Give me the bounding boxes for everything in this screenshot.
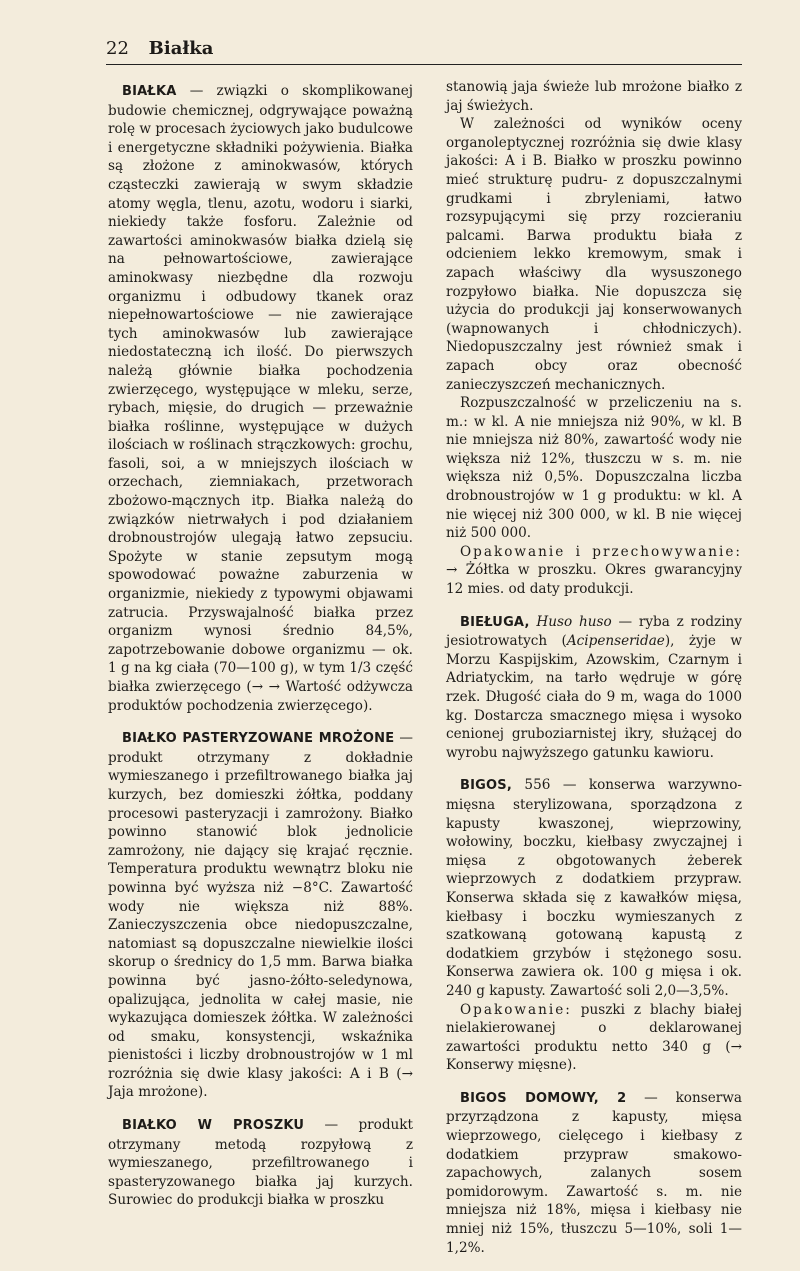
entry-text: ), żyje w Morzu Kaspijskim, Azowskim, Czarnym i Adriatyckim, na tarło wędruje w górę rzek. Długość ciała do 9 m, waga do 1000 kg. Dostarcza smacznego mięsa i wysoko cenionej gruboziarnistej ikry, służącej do wyrobu najwyższego gatunku kawioru. xyxy=(446,633,742,761)
right-column xyxy=(446,78,742,1271)
entry-headword: BIAŁKO PASTERYZOWANE MROŻONE xyxy=(122,731,395,747)
entry-bialka xyxy=(108,82,413,715)
entry-ref-number: 556 xyxy=(511,777,551,794)
entry-bieluga xyxy=(446,613,742,763)
entry-headword: BIEŁUGA, xyxy=(460,614,530,630)
entry-bialko-w-proszku xyxy=(108,1116,413,1210)
entry-text: — konserwa przyrządzona z kapusty, mięsa wieprzowego, cielęcego i kiełbasy z dodatkiem przypraw smakowo-zapachowych, zalanych sosem pomidorowym. Zawartość s. m. nie mniejsza niż 18%, mięsa i kiełbasy nie mniej niż 15%, tłuszczu 5—10%, soli 1—1,2%. xyxy=(446,1089,742,1256)
entry-text: → Żółtka w proszku. Okres gwarancyjny 12 mies. od daty produkcji. xyxy=(446,562,742,598)
page-number: 22 xyxy=(106,38,129,59)
entry-bialko-pasteryzowane xyxy=(108,729,413,1102)
entry-bialko-w-proszku-cont xyxy=(446,78,742,599)
entry-headword: BIAŁKA xyxy=(122,84,177,99)
entry-bigos-domowy xyxy=(446,1089,742,1257)
entry-text: — produkt otrzymany metodą rozpyłową z wymieszanego, przefiltrowanego i spasteryzowanego białka jaj kurzych. Surowiec do produkcji białka w proszku xyxy=(108,1117,413,1209)
entry-bigos xyxy=(446,776,742,1075)
latin-name: Huso huso xyxy=(529,613,612,630)
entry-text: W zależności od wyników oceny organoleptycznej rozróżnia się dwie klasy jakości: A i B. Białko w proszku powinno mieć strukturę pudru- z dopuszczalnymi grudkami i zbryleniami, łatwo rozsypującymi się przy rozcieraniu palcami. Barwa produktu biała z odcieniem lekko kremowym, smak i zapach właściwy dla wysuszonego rozpyłowo białka. Nie dopuszcza się użycia do produkcji jaj konserwowanych (wapnowanych i chłodniczych). Niedopuszczalny jest również smak i zapach obcy oraz obecność zanieczyszczeń mechanicznych. xyxy=(446,116,742,393)
entry-text: — konserwa warzywno-mięsna sterylizowana, sporządzona z kapusty kwaszonej, wieprzowiny, wołowiny, boczku, kiełbasy zwyczajnej i mięsa z obgotowanych żeberek wieprzowych z dodatkiem przypraw. Konserwa składa się z kawałków mięsa, kiełbasy i boczku wymieszanych z szatkowaną gotowaną kapustą z dodatkiem grzybów i stężonego sosu. Konserwa zawiera ok. 100 g mięsa i ok. 240 g kapusty. Zawartość soli 2,0—3,5%. xyxy=(446,777,742,999)
page-header xyxy=(106,38,740,59)
entry-text: — związki o skomplikowanej budowie chemicznej, odgrywające poważną rolę w procesach życiowych jako budulcowe i energetyczne składniki pożywienia. Białka są złożone z aminokwasów, których cząsteczki zawierają w swym składzie atomy węgla, tlenu, azotu, wodoru i siarki, niekiedy także fosforu. Zależnie od zawartości aminokwasów białka dzielą się na pełnowartościowe, zawierające aminokwasy niezbędne dla rozwoju organizmu i odbudowy tkanek oraz niepełnowartościowe — nie zawierające tych aminokwasów lub zawierające niedostateczną ich ilość. Do pierwszych należą głównie białka pochodzenia zwierzęcego, występujące w mleku, serze, rybach, mięsie, do drugich — przeważnie białka roślinne, występujące w dużych ilościach w roślinach strączkowych: grochu, fasoli, soi, a w mniejszych ilościach w orzechach, ziemniakach, przetworach zbożowo-mącznych itp. Białka należą do związków nietrwałych i pod działaniem drobnoustrojów ulegają łatwo zepsuciu. Spożyte w stanie zepsutym mogą spowodować poważne zaburzenia w organizmie, niekiedy z typowymi objawami zatrucia. Przyswajalność białka przez organizm wynosi średnio 84,5%, zapotrzebowanie dobowe organizmu — ok. 1 g na kg ciała (70—100 g), w tym 1/3 część białka zwierzęcego (→ → Wartość odżywcza produktów pochodzenia zwierzęcego). xyxy=(108,83,413,714)
header-rule xyxy=(106,64,742,65)
entry-headword: BIGOS, xyxy=(460,778,512,794)
entry-headword: BIAŁKO W PROSZKU xyxy=(122,1118,305,1134)
entry-text: stanowią jaja świeże lub mrożone białko z jaj świeżych. xyxy=(446,79,742,114)
left-column xyxy=(108,82,413,1224)
entry-headword: BIGOS DOMOWY, 2 xyxy=(460,1090,627,1106)
entry-text: — produkt otrzymany z dokładnie wymieszanego i przefiltrowanego białka jaj kurzych, bez domieszki żółtka, poddany procesowi pasteryzacji i zamrożony. Białko powinno stanowić blok jednolicie zamrożony, nie dający się krajać ręcznie. Temperatura produktu wewnątrz bloku nie powinna być wyższa niż −8°C. Zawartość wody nie większa niż 88%. Zanieczyszczenia obce niedopuszczalne, natomiast są dopuszczalne niewielkie ilości skorup o średnicy do 1,5 mm. Barwa białka powinna być jasno-żółto-seledynowa, opalizująca, jednolita w całej masie, nie wykazująca domieszek żółtka. W zależności od smaku, konsystencji, wskaźnika pienistości i liczby drobnoustrojów w 1 ml rozróżnia się dwie klasy jakości: A i B (→ Jaja mrożone). xyxy=(108,730,413,1101)
latin-family: Acipenseridae xyxy=(566,633,665,650)
entry-text: Rozpuszczalność w przeliczeniu na s. m.: w kl. A nie mniejsza niż 90%, w kl. B nie mniejsza niż 80%, zawartość wody nie większa niż 12%, tłuszczu w s. m. nie większa niż 0,5%. Dopuszczalna liczba drobnoustrojów w 1 g produktu: w kl. A nie więcej niż 300 000, w kl. B nie więcej niż 500 000. xyxy=(446,395,742,542)
packaging-label: Opakowanie: xyxy=(460,1001,572,1018)
entry-text: — ryba z rodziny jesiotrowatych ( xyxy=(446,613,742,650)
entry-text: puszki z blachy białej nielakierowanej o deklarowanej zawartości produktu netto 340 g (→ Konserwy mięsne). xyxy=(446,1001,742,1074)
packaging-label: Opakowanie i przechowywanie: xyxy=(460,543,742,560)
running-title: Białka xyxy=(148,38,214,59)
